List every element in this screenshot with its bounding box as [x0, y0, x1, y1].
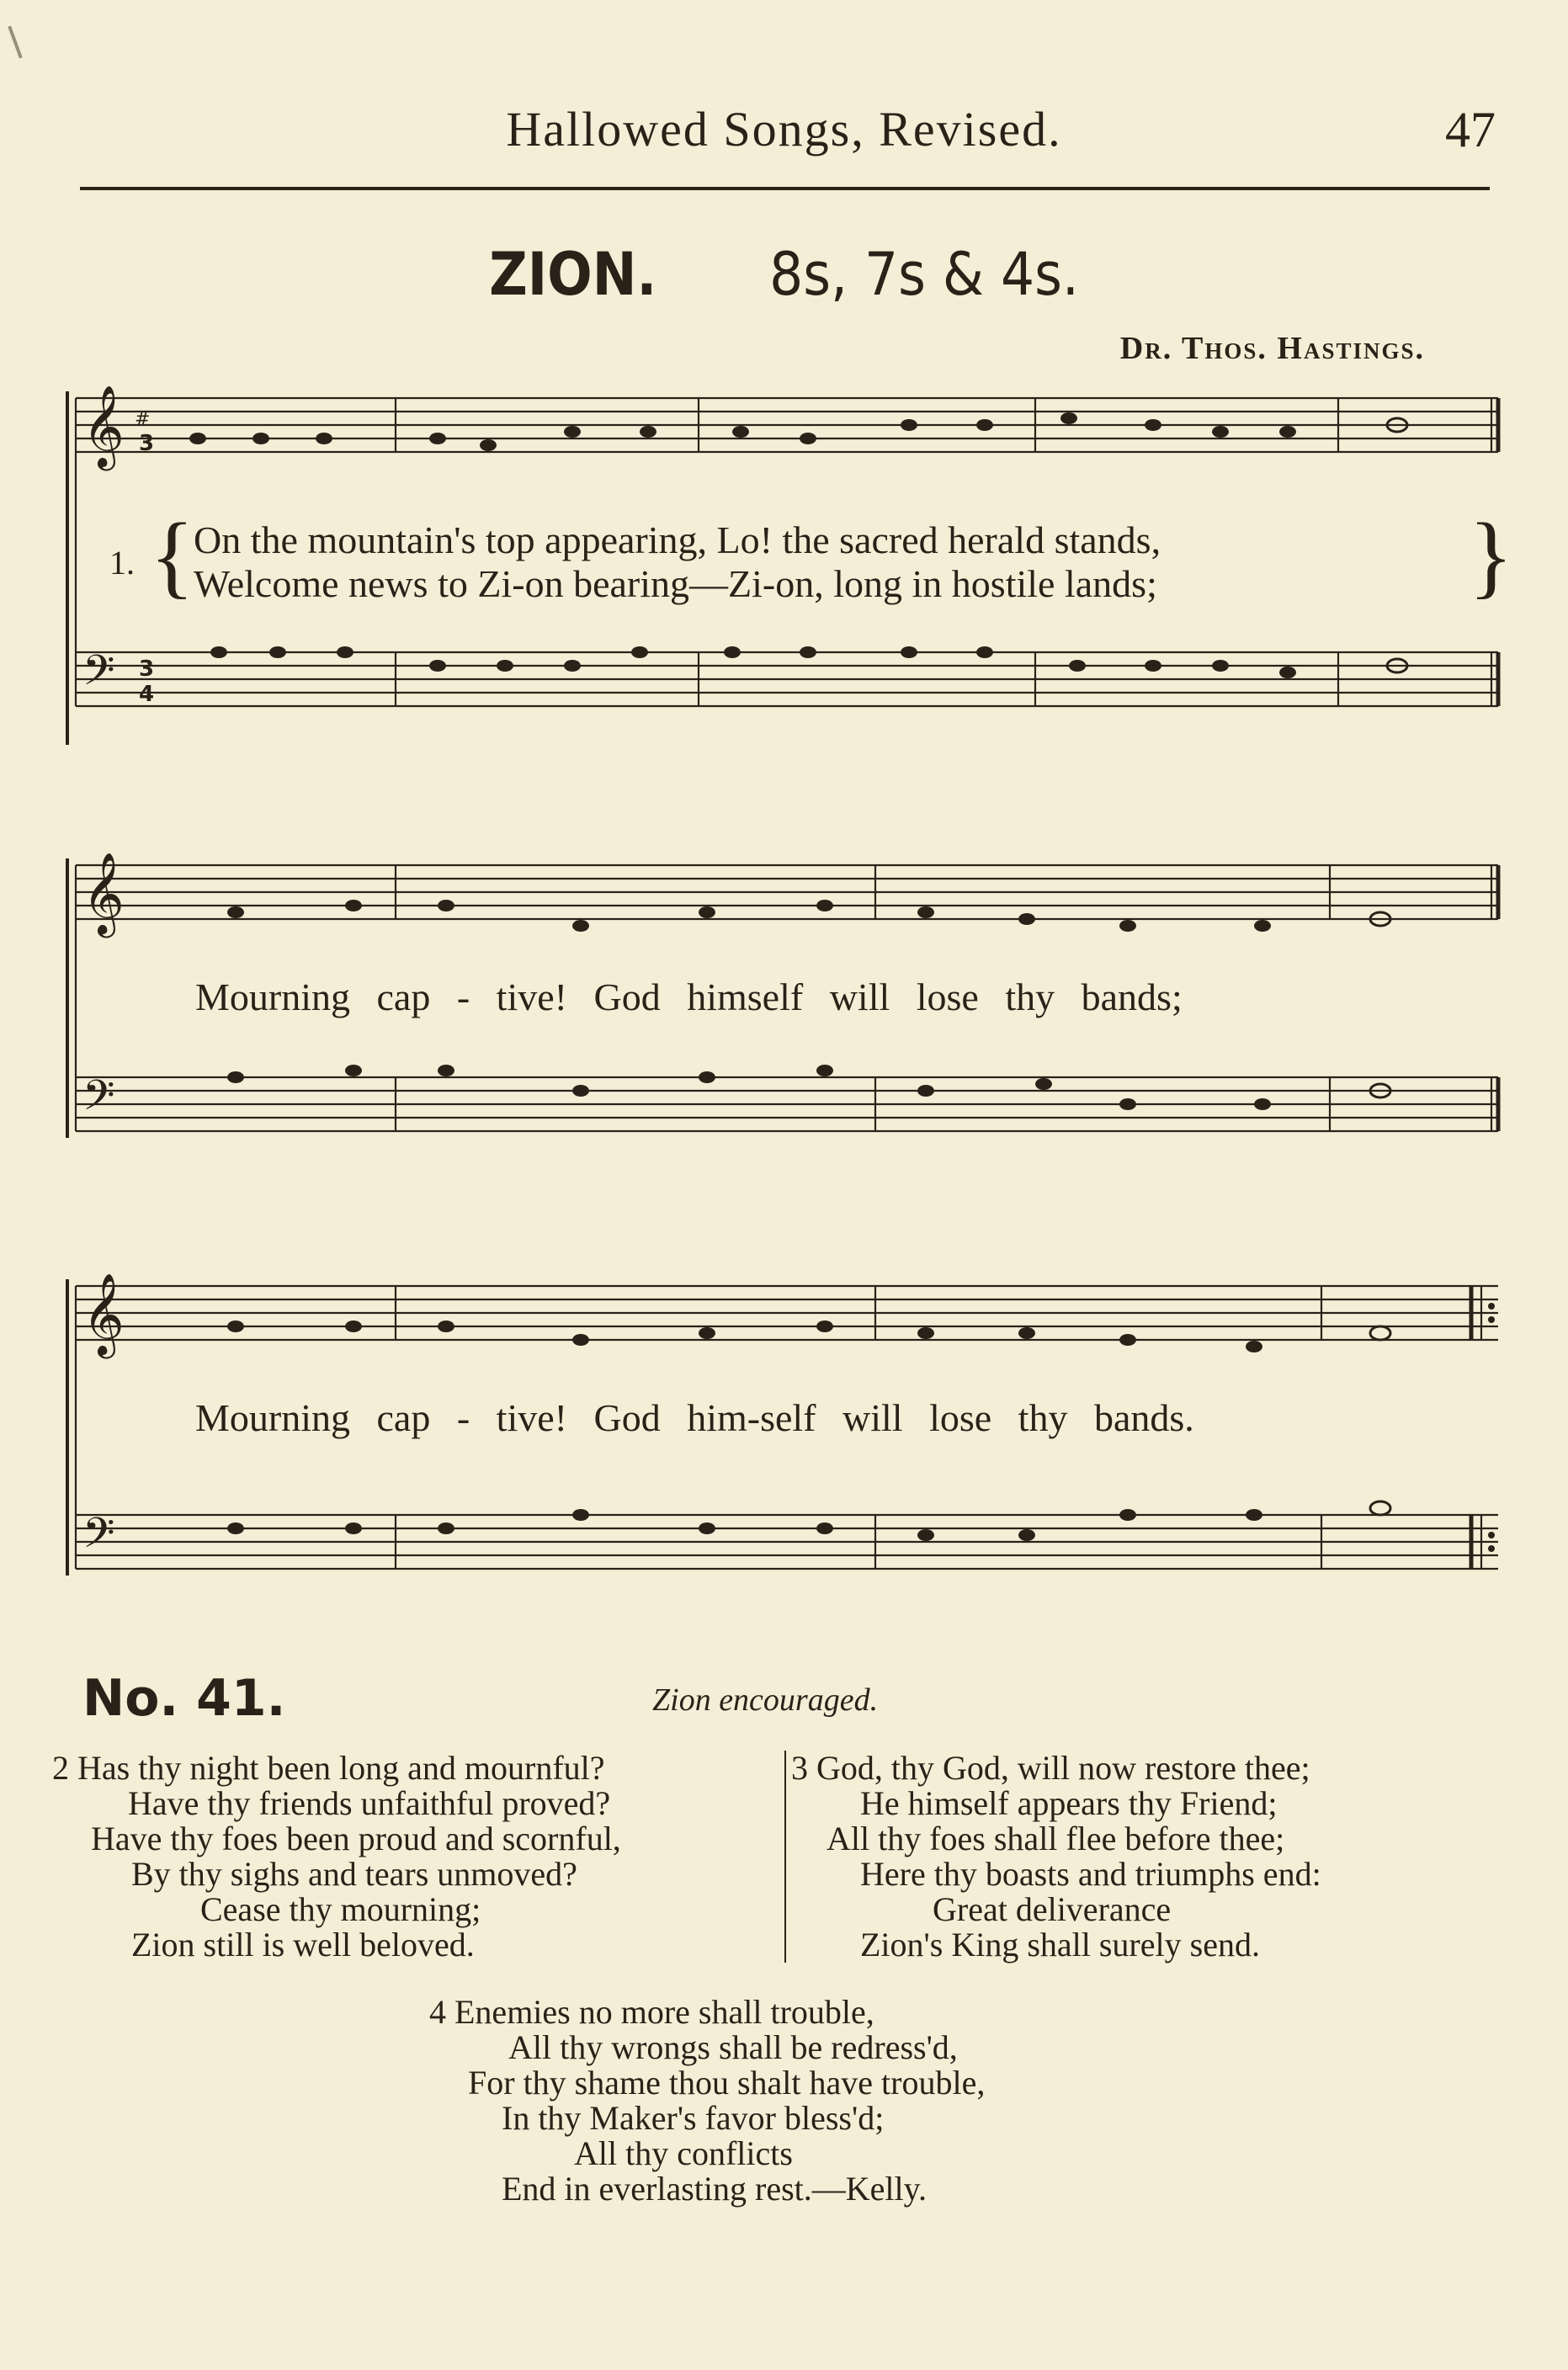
lyric-word: sacred: [839, 518, 938, 561]
lyric-word: long: [833, 562, 903, 605]
lyric-word: on: [524, 562, 564, 605]
stanza-line: Here thy boasts and triumphs end:: [860, 1855, 1321, 1893]
stanza-line: All thy foes shall flee before thee;: [827, 1820, 1285, 1857]
stanza-line: All thy wrongs shall be redress'd,: [508, 2028, 958, 2066]
hymn-subtitle: Zion encouraged.: [652, 1682, 879, 1718]
lyric-word: tive!: [496, 1396, 567, 1439]
tune-name: ZION.: [489, 240, 657, 309]
left-brace: {: [150, 504, 194, 607]
lyric-word: lose: [929, 1396, 992, 1439]
lyric-word: bands.: [1093, 1396, 1194, 1439]
lyric-word: bands;: [1081, 975, 1183, 1018]
stanza-line: Have thy friends unfaithful proved?: [128, 1784, 611, 1822]
stanza-line: Enemies no more shall trouble,: [454, 1993, 874, 2031]
lyric-word: Mourning: [195, 975, 350, 1018]
stanza-3: [791, 1751, 1515, 1963]
lyric-word: cap: [376, 975, 431, 1018]
tune-heading: [0, 240, 1568, 309]
stanza-line: By thy sighs and tears unmoved?: [131, 1855, 577, 1893]
lyric-word: in: [912, 562, 943, 605]
tune-meter: 8s, 7s & 4s.: [769, 240, 1079, 309]
svg-text:𝄞: 𝄞: [82, 852, 125, 934]
lyric-word: thy: [1005, 975, 1055, 1018]
lyric-word: God: [593, 975, 661, 1018]
svg-text:𝄢: 𝄢: [82, 1509, 115, 1568]
stanza-line: Great deliverance: [933, 1890, 1172, 1928]
lyric-word: Welcome: [194, 562, 339, 605]
lyric-word: Lo!: [716, 518, 773, 561]
lyric-word: will: [842, 1396, 903, 1439]
lyric-word: to: [438, 562, 468, 605]
composer-credit: Dr. Thos. Hastings.: [1119, 331, 1425, 366]
svg-text:3: 3: [139, 431, 155, 456]
lyric-word: top: [485, 518, 535, 561]
header-rule: [80, 187, 1490, 190]
lyric-line-1: [194, 518, 1161, 562]
right-brace: }: [1469, 504, 1513, 607]
lyric-word: cap: [376, 1396, 431, 1439]
stanza-4: [429, 1995, 1271, 2207]
lyric-hyphen: -: [456, 975, 470, 1018]
lyric-line-2: [194, 561, 1157, 606]
stanza-line: Has thy night been long and mournful?: [77, 1749, 605, 1787]
stanza-number: 3: [791, 1749, 808, 1787]
staff-system-3: [0, 1271, 1568, 1624]
stanza-line: God, thy God, will now restore thee;: [816, 1749, 1310, 1787]
lyric-word: him-self: [687, 1396, 816, 1439]
lyric-word: lose: [916, 975, 979, 1018]
stanza-line: All thy conflicts: [574, 2134, 793, 2172]
lyric-word: God: [593, 1396, 661, 1439]
column-divider: [784, 1751, 786, 1963]
svg-text:𝄢: 𝄢: [82, 1071, 115, 1130]
stanza-number: 2: [52, 1749, 69, 1787]
verse-number: 1.: [109, 544, 135, 582]
lyric-word: Mourning: [195, 1396, 350, 1439]
stanza-line: Zion still is well beloved.: [131, 1926, 475, 1963]
stanza-number: 4: [429, 1993, 446, 2031]
lyric-word: on,: [775, 562, 824, 605]
svg-text:3: 3: [139, 656, 155, 682]
svg-text:𝄞: 𝄞: [82, 385, 125, 467]
lyric-line-4: [195, 1395, 1194, 1440]
lyric-word: herald: [948, 518, 1045, 561]
page-number: 47: [1445, 102, 1496, 157]
lyric-word: the: [782, 518, 830, 561]
staff-system-2: [0, 850, 1568, 1220]
stanza-line: He himself appears thy Friend;: [860, 1784, 1278, 1822]
lyric-word: news: [348, 562, 428, 605]
lyric-word: mountain's: [307, 518, 476, 561]
lyric-word: hostile: [951, 562, 1055, 605]
lyric-line-3: [195, 975, 1183, 1019]
lyric-word: bearing—Zi: [573, 562, 763, 605]
stanza-line: Zion's King shall surely send.: [860, 1926, 1260, 1963]
lyric-hyphen: -: [512, 562, 525, 605]
lyric-word: the: [250, 518, 298, 561]
hymn-number: No. 41.: [82, 1669, 286, 1728]
svg-text:𝄞: 𝄞: [82, 1273, 125, 1355]
music-system-2: [0, 850, 1568, 1220]
lyric-hyphen: -: [762, 562, 776, 605]
lyric-word: will: [829, 975, 890, 1018]
lyric-word: thy: [1018, 1396, 1068, 1439]
svg-text:4: 4: [139, 682, 155, 707]
music-system-1: [0, 383, 1568, 753]
svg-text:#: #: [135, 409, 151, 430]
running-title: Hallowed Songs, Revised.: [506, 102, 1062, 157]
music-system-3: [0, 1271, 1568, 1624]
stanza-line: In thy Maker's favor bless'd;: [502, 2099, 885, 2137]
stanza-2: [52, 1751, 776, 1963]
lyric-word: On: [194, 518, 242, 561]
lyric-word: himself: [687, 975, 804, 1018]
stanza-line: Have thy foes been proud and scornful,: [91, 1820, 621, 1857]
stanza-line: For thy shame thou shalt have trouble,: [468, 2064, 986, 2102]
svg-text:𝄢: 𝄢: [82, 646, 115, 705]
lyric-word: stands,: [1054, 518, 1161, 561]
page-mark: [8, 26, 22, 59]
stanza-line: Cease thy mourning;: [200, 1890, 481, 1928]
lyric-hyphen: -: [456, 1396, 470, 1439]
lyric-word: tive!: [496, 975, 567, 1018]
stanza-line: End in everlasting rest.—Kelly.: [502, 2170, 928, 2208]
lyric-word: lands;: [1064, 562, 1157, 605]
lyric-word: appearing,: [545, 518, 708, 561]
lyric-word: Zi: [477, 562, 513, 605]
